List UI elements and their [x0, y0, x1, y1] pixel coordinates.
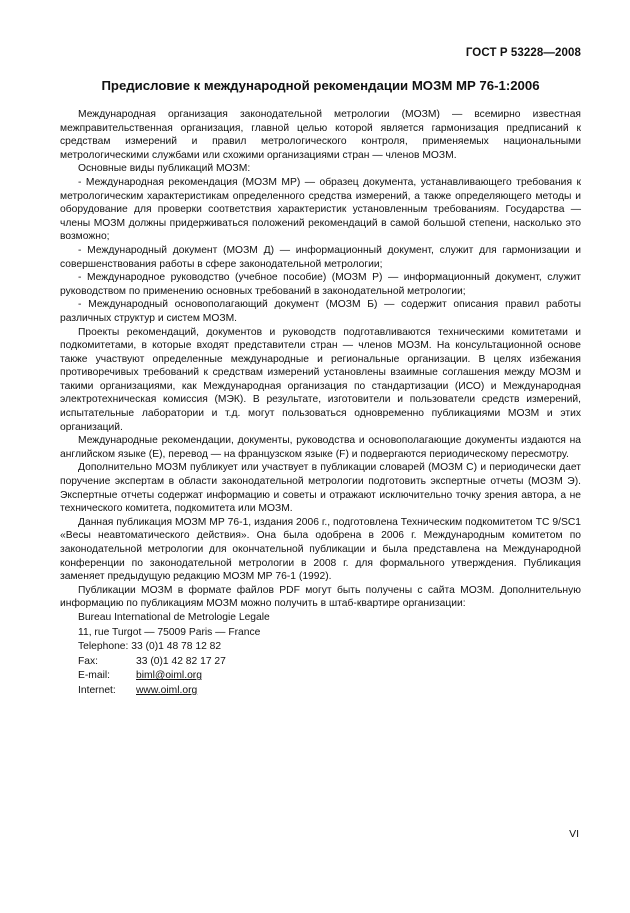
- paragraph-document: - Международный документ (МОЗМ Д) — информационный документ, служит для гармонизации и совершенствования работы в сфере законодательной метрологии;: [60, 244, 581, 270]
- paragraph-drafts: Проекты рекомендаций, документов и руководств подготавливаются техническими комитетами и подкомитетами, в которые входят представители стран — членов МОЗМ. На консультационной основе также участвуют определенные международные и региональные организации. В целях избежания противоречивых требований к средствам измерений установлены взаимные соглашения между МОЗМ и такими организациями, как Международная организация по стандартизации (ИСО) и Международная электротехническая комиссия (МЭК). В результате, изготовители и пользователи средств измерений, испытательные лаборатории и т.д. могут пользоваться одновременно публикациями МОЗМ и этих организаций.: [60, 326, 581, 433]
- paragraph-publication-types: Основные виды публикаций МОЗМ:: [78, 163, 251, 175]
- contact-email-row: [78, 669, 581, 684]
- paragraph-vocabularies: Дополнительно МОЗМ публикует или участвует в публикации словарей (МОЗМ С) и периодически дает поручение экспертам в области законодательной метрологии подготовить экспертные отчеты (МОЗМ Э). Экспертные отчеты содержат информацию и советы и отражают исключительно точку зрения автора, а не технического комитета, подкомитета или МОЗМ.: [60, 462, 581, 515]
- gost-code-header: ГОСТ Р 53228—2008: [465, 47, 581, 59]
- website-link[interactable]: www.oiml.org: [136, 684, 198, 696]
- contact-block: [78, 611, 581, 699]
- page-title: Предисловие к международной рекомендации МОЗМ МР 76-1:2006: [101, 78, 540, 93]
- email-link[interactable]: biml@oiml.org: [136, 670, 202, 682]
- paragraph-guide: - Международное руководство (учебное пособие) (МОЗМ Р) — информационный документ, служит руководством по применению основных требований в законодательной метрологии;: [60, 272, 581, 297]
- contact-address: 11, rue Turgot — 75009 Paris — France: [78, 626, 261, 638]
- email-label: E-mail:: [78, 670, 111, 682]
- page-number: VI: [569, 828, 579, 840]
- paragraph-this-publication: Данная публикация МОЗМ МР 76-1, издания 2006 г., подготовлена Техническим подкомитетом ТС 9/SC1 «Весы неавтоматического действия». Она была одобрена в 2006 г. Международным комитетом по законодательной метрологии для окончательной публикации и была представлена на Международной конференции по законодательной метрологии в 2008 г. для формального утверждения. Публикация заменяет предыдущую редакцию МОЗМ МР 76-1 (1992).: [60, 516, 581, 583]
- paragraph-basic-document: - Международный основополагающий документ (МОЗМ Б) — содержит описания правил работы различных структур и систем МОЗМ.: [60, 299, 581, 324]
- paragraph-intro: Международная организация законодательной метрологии (МОЗМ) — всемирно известная межправительственная организация, главной целью которой является гармонизация предписаний к средствам измерений и правил метрологического контроля, применяемых национальными метрологическими службами или схожими организациями стран — членов МОЗМ.: [60, 109, 581, 161]
- contact-fax-row: [78, 655, 581, 670]
- paragraph-recommendation: - Международная рекомендация (МОЗМ МР) — образец документа, устанавливающего требования к метрологическим характеристикам определенного средства измерений, а также определяющего методы и оборудование для проверки соответствия характеристик установленным требованиям. Государства — члены МОЗМ должны придерживаться положений рекомендаций в самой большой степени, насколько это возможно;: [60, 176, 581, 243]
- contact-internet-row: [78, 684, 581, 699]
- internet-label: Internet:: [78, 684, 116, 696]
- paragraph-languages: Международные рекомендации, документы, руководства и основополагающие документы издаются на английском языке (E), перевод — на французском языке (F) и подвергаются периодическому пересмотру.: [60, 435, 581, 460]
- fax-value: 33 (0)1 42 82 17 27: [136, 655, 226, 667]
- contact-telephone: Telephone: 33 (0)1 48 78 12 82: [78, 641, 222, 653]
- document-body: [60, 108, 581, 699]
- fax-label: Fax:: [78, 655, 99, 667]
- contact-org: Bureau International de Metrologie Legale: [78, 611, 270, 623]
- paragraph-pdf-info: Публикации МОЗМ в формате файлов PDF могут быть получены с сайта МОЗМ. Дополнительную информацию по публикациям МОЗМ можно получить в штаб-квартире организации:: [60, 584, 581, 610]
